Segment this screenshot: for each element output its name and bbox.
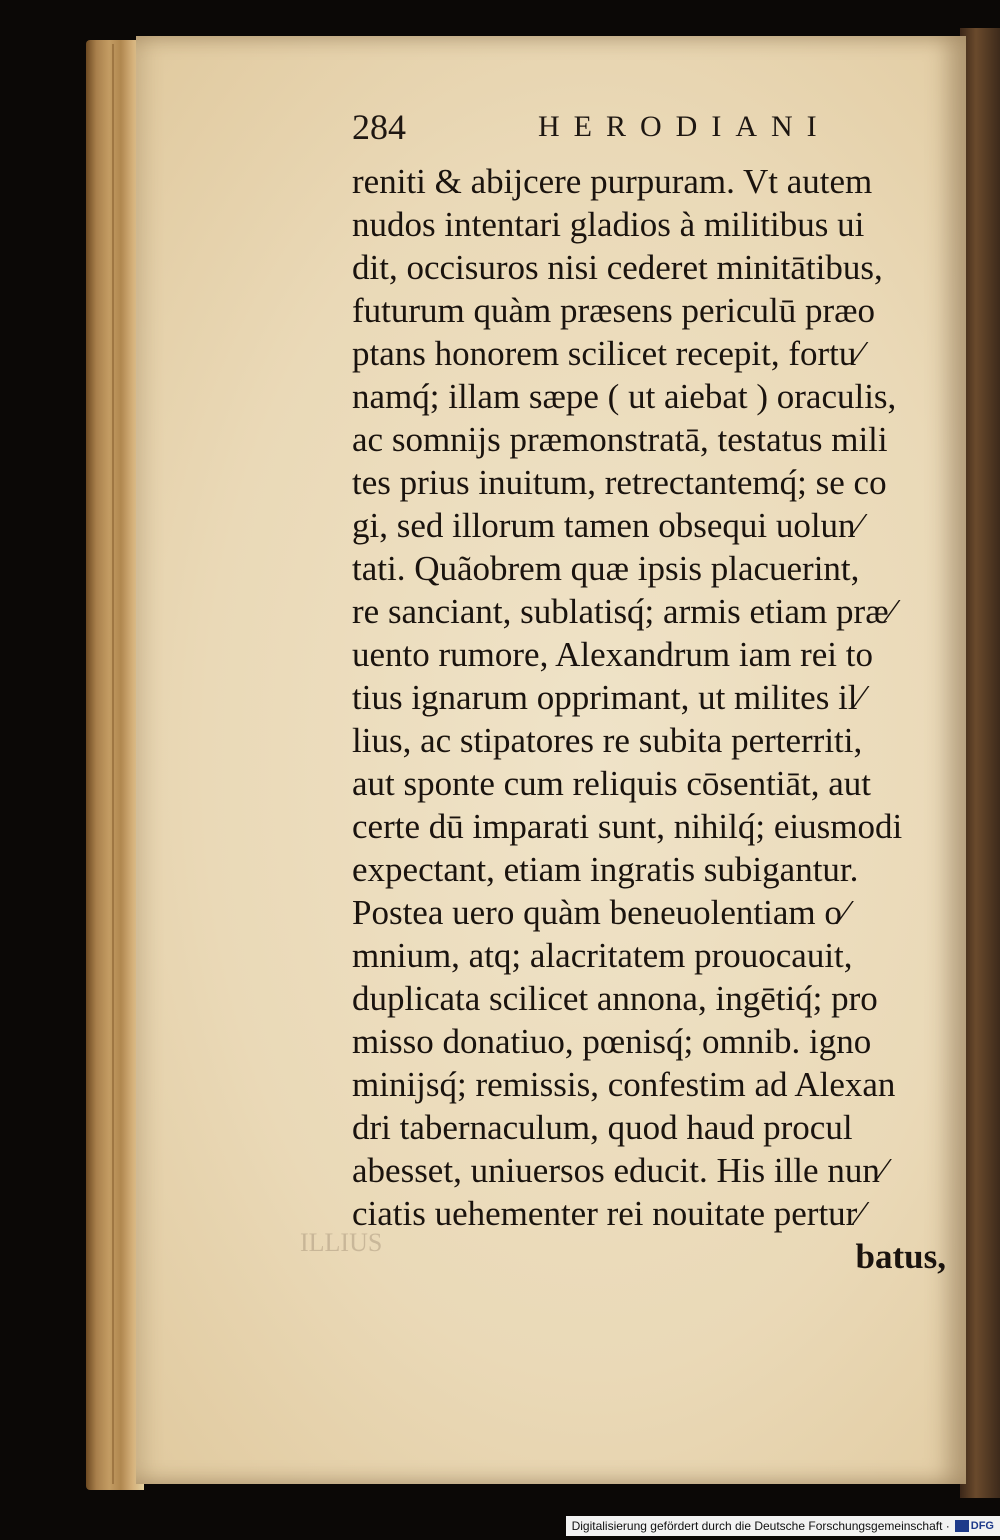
text-line: nudos intentari gladios à militibus ui <box>352 205 865 244</box>
text-line: tius ignarum opprimant, ut milites il⁄ <box>352 678 864 717</box>
text-line: expectant, etiam ingratis subigantur. <box>352 850 859 889</box>
text-line: minijsq́; remissis, confestim ad Alexan <box>352 1065 896 1104</box>
text-line: dit, occisuros nisi cederet minitātibus, <box>352 248 883 287</box>
credit-text: Digitalisierung gefördert durch die Deutsche Forschungsgemeinschaft · <box>571 1519 950 1533</box>
text-line: re sanciant, sublatisq́; armis etiam præ⁄ <box>352 592 895 631</box>
text-line: ptans honorem scilicet recepit, fortu⁄ <box>352 334 863 373</box>
text-line: lius, ac stipatores re subita perterriti, <box>352 721 863 760</box>
dfg-logo-icon <box>955 1520 969 1532</box>
text-line: duplicata scilicet annona, ingētiq́; pro <box>352 979 878 1018</box>
body-text <box>352 160 962 1278</box>
text-line: ac somnijs præmonstratā, testatus mili <box>352 420 888 459</box>
text-line: dri tabernaculum, quod haud procul <box>352 1108 853 1147</box>
page-number: 284 <box>352 107 406 147</box>
text-line: aut sponte cum reliquis cōsentiāt, aut <box>352 764 872 803</box>
text-line: namq́; illam sæpe ( ut aiebat ) oraculis, <box>352 377 897 416</box>
book-cover-board <box>960 28 1000 1498</box>
text-line: futurum quàm præsens periculū præo <box>352 291 875 330</box>
text-line: misso donatiuo, pœnisq́; omnib. igno <box>352 1022 872 1061</box>
bleed-through-text: ILLIUS <box>300 1228 383 1257</box>
text-line: uento rumore, Alexandrum iam rei to <box>352 635 873 674</box>
catchword: batus, <box>855 1237 946 1276</box>
text-line: Postea uero quàm beneuolentiam o⁄ <box>352 893 848 932</box>
text-line: tati. Quãobrem quæ ipsis placuerint, <box>352 549 860 588</box>
page-header <box>352 104 852 150</box>
text-line: certe dū imparati sunt, nihilq́; eiusmodi <box>352 807 903 846</box>
text-line: gi, sed illorum tamen obsequi uolun⁄ <box>352 506 862 545</box>
dfg-logo <box>955 1520 994 1532</box>
text-line: abesset, uniuersos educit. His ille nun⁄ <box>352 1151 886 1190</box>
text-line: mnium, atq; alacritatem prouocauit, <box>352 936 853 975</box>
running-title: HERODIANI <box>538 110 831 143</box>
page-edges-shadow <box>112 44 114 1484</box>
text-line: tes prius inuitum, retrectantemq́; se co <box>352 463 887 502</box>
text-line: reniti & abijcere purpuram. Vt autem <box>352 162 873 201</box>
text-line: ciatis uehementer rei nouitate pertur⁄ <box>352 1194 864 1233</box>
digitization-credit <box>566 1516 1000 1536</box>
dfg-logo-text: DFG <box>970 1520 994 1532</box>
